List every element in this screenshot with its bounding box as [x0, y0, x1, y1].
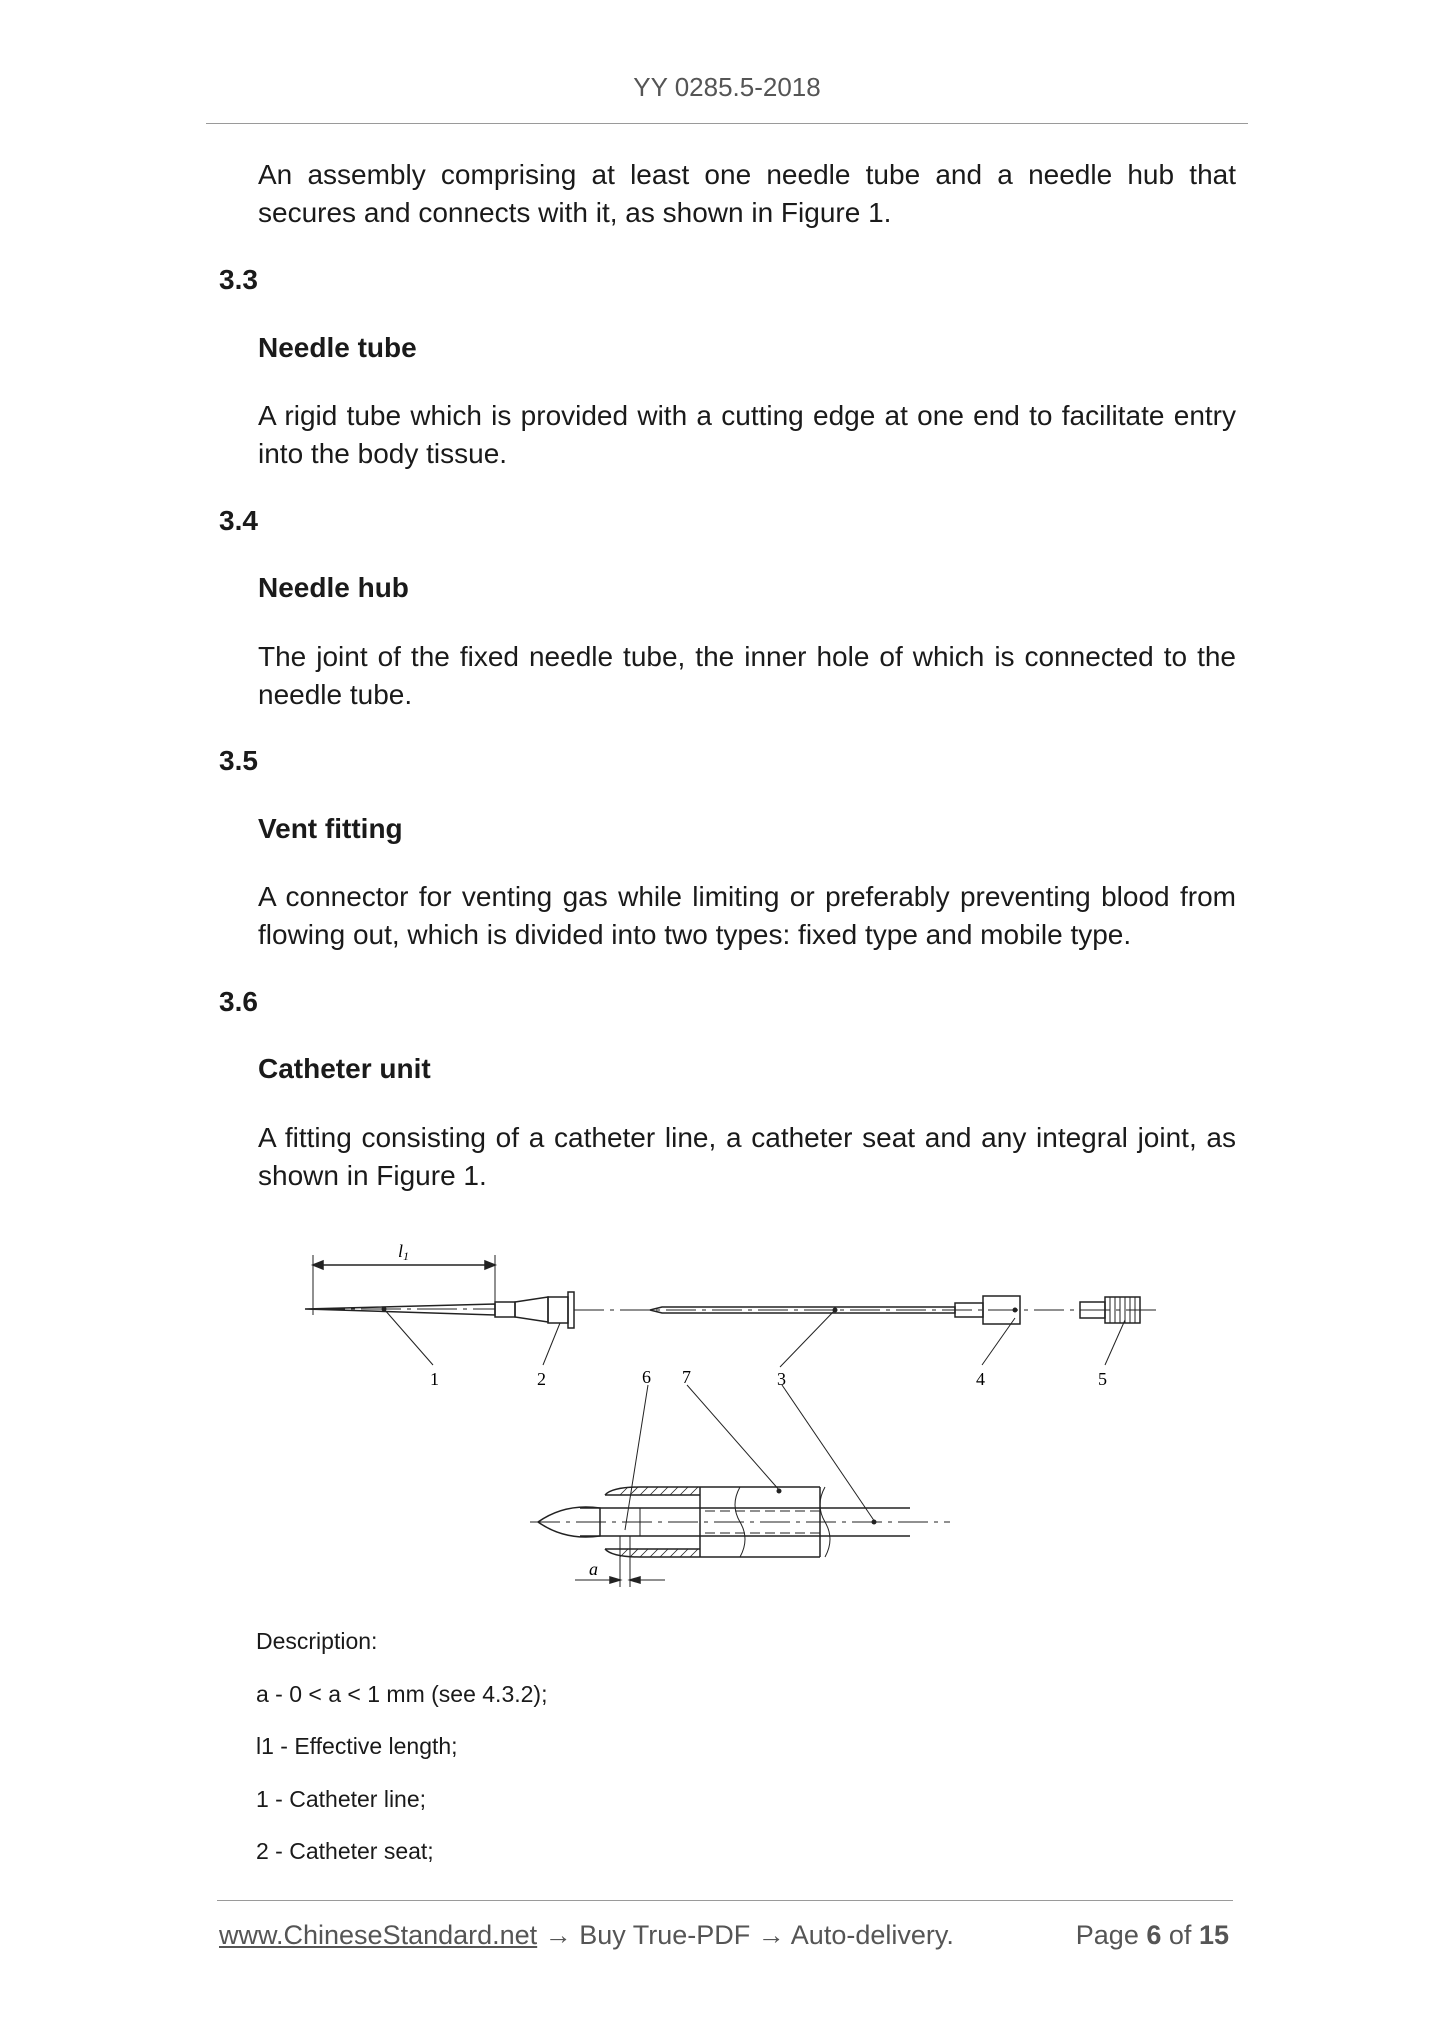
current-page: 6	[1146, 1920, 1162, 1950]
header-divider	[206, 123, 1248, 124]
section-number-3-5: 3.5	[219, 745, 258, 776]
term-needle-tube: Needle tube	[258, 332, 417, 363]
dimension-l1-label: l1	[398, 1241, 410, 1263]
arrow-icon: →	[544, 1920, 572, 1950]
description-item: l1 - Effective length;	[256, 1733, 458, 1759]
description-item: 1 - Catheter line;	[256, 1786, 427, 1812]
callout-3: 3	[777, 1369, 786, 1389]
callout-4: 4	[976, 1369, 985, 1389]
definition-needle-hub: The joint of the fixed needle tube, the inner hole of which is connected to the needle tube.	[258, 641, 1236, 710]
description-item: 2 - Catheter seat;	[256, 1838, 434, 1864]
callout-2: 2	[537, 1369, 546, 1389]
description-heading: Description:	[256, 1628, 378, 1654]
document-id-header: YY 0285.5-2018	[633, 72, 821, 102]
page-indicator: Page 6 of 15	[1075, 1920, 1229, 1950]
buy-true-pdf-text: Buy True-PDF	[579, 1920, 751, 1950]
website-link[interactable]: www.ChineseStandard.net	[219, 1920, 538, 1950]
callout-1: 1	[430, 1369, 439, 1389]
section-number-3-3: 3.3	[219, 264, 258, 295]
section-number-3-6: 3.6	[219, 986, 258, 1017]
callout-5: 5	[1098, 1369, 1107, 1389]
definition-needle-tube: A rigid tube which is provided with a cutting edge at one end to facilitate entry into the body tissue.	[258, 400, 1236, 469]
arrow-icon: →	[757, 1920, 785, 1950]
section-number-3-4: 3.4	[219, 505, 258, 536]
dimension-a-label: a	[589, 1559, 598, 1579]
term-catheter-unit: Catheter unit	[258, 1053, 431, 1084]
description-item: a - 0 < a < 1 mm (see 4.3.2);	[256, 1681, 548, 1707]
term-vent-fitting: Vent fitting	[258, 813, 403, 844]
footer-divider	[217, 1900, 1233, 1901]
total-pages: 15	[1198, 1920, 1229, 1950]
auto-delivery-text: Auto-delivery.	[790, 1920, 954, 1950]
footer	[219, 1920, 1229, 1951]
term-needle-hub: Needle hub	[258, 572, 409, 603]
callout-7: 7	[682, 1367, 691, 1387]
figure-1-catheter-diagram	[290, 1225, 1170, 1600]
intro-paragraph: An assembly comprising at least one needle tube and a needle hub that secures and connects with it, as shown in Figure 1.	[258, 159, 1236, 228]
definition-catheter-unit: A fitting consisting of a catheter line, a catheter seat and any integral joint, as shown in Figure 1.	[258, 1122, 1236, 1191]
callout-6: 6	[642, 1367, 651, 1387]
definition-vent-fitting: A connector for venting gas while limiting or preferably preventing blood from flowing out, which is divided into two types: fixed type and mobile type.	[258, 881, 1236, 950]
